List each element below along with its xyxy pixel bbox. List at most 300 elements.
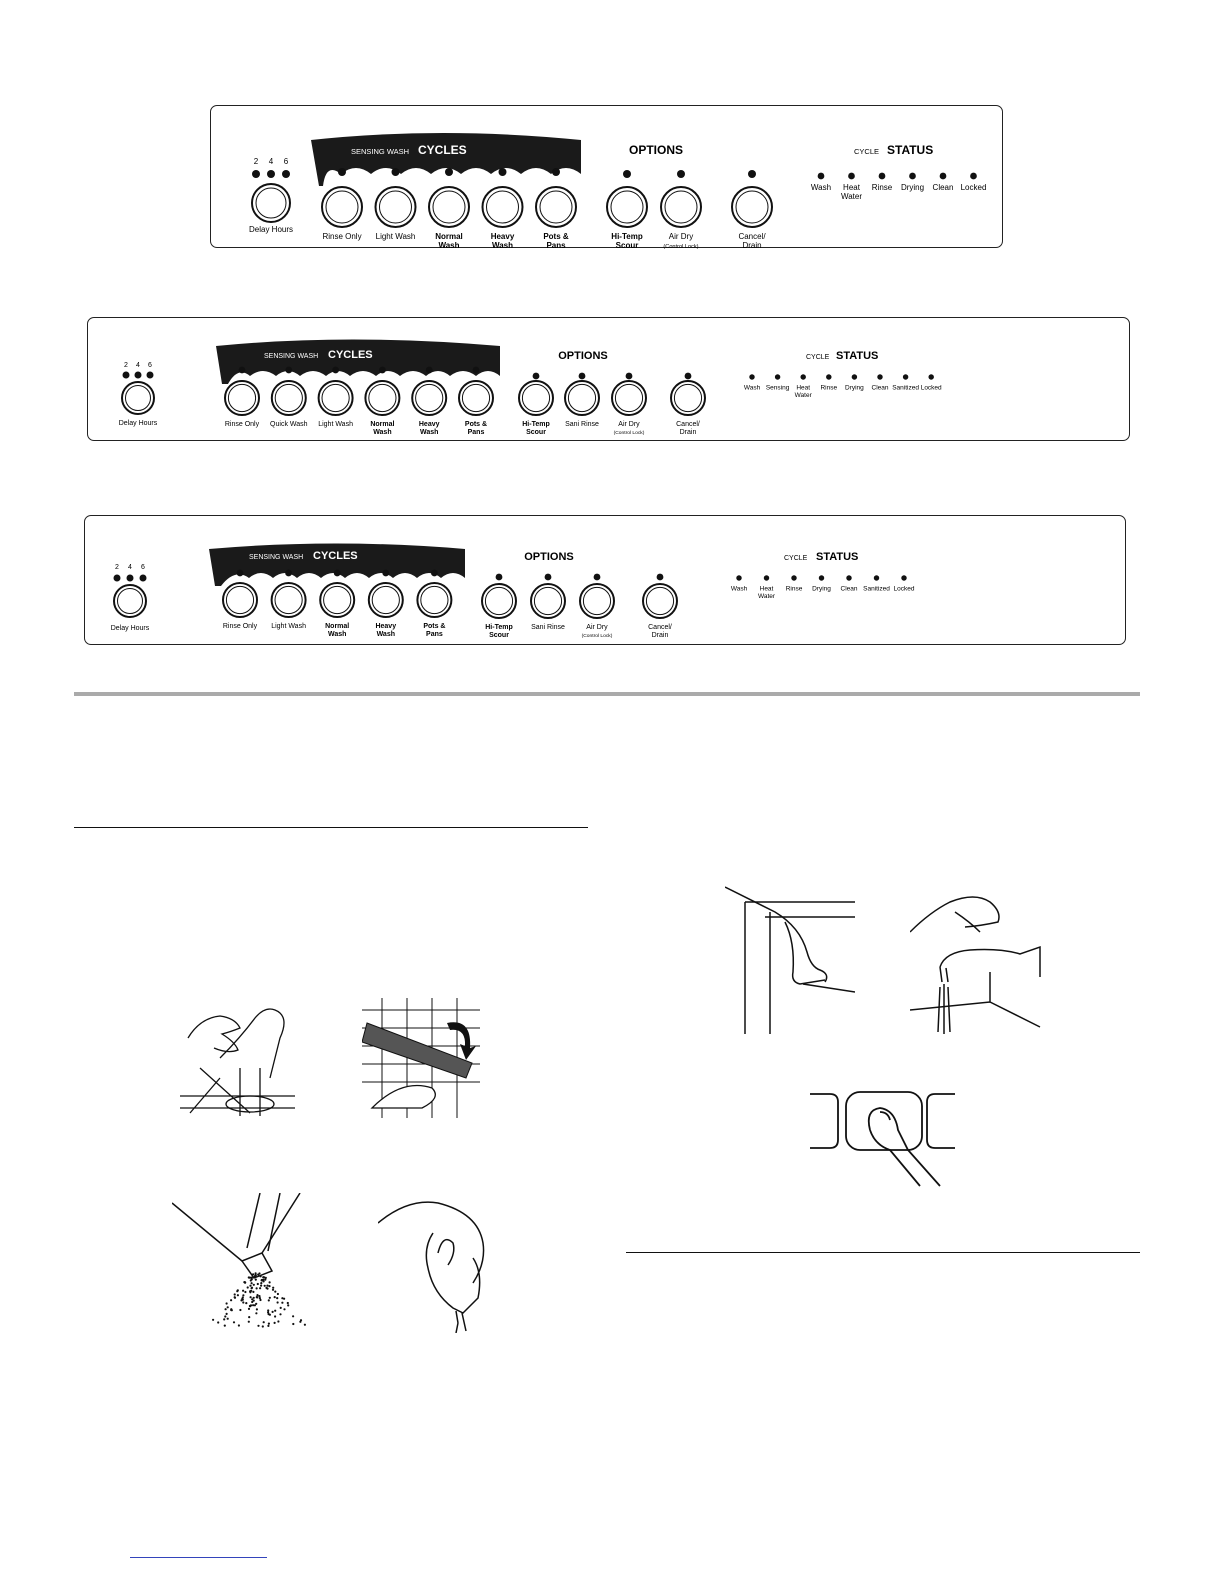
hand-under-faucet-icon: [910, 892, 1045, 1034]
option-air-dry-label: (Control Lock): [663, 244, 699, 249]
powder-dot: [238, 1324, 240, 1326]
cycle-normal-wash-label: Normal: [325, 623, 350, 630]
powder-dot: [292, 1315, 294, 1317]
option-air-dry-button[interactable]: [580, 584, 614, 618]
status-label-drying: Drying: [900, 183, 925, 192]
cycle-pots-pans-label: Pots &: [543, 232, 569, 241]
cancel-drain-label: Drain: [742, 241, 762, 249]
cycle-light-wash-led: [392, 168, 400, 176]
cycle-normal-wash-led: [379, 367, 386, 374]
cycle-quick-wash-label: Quick Wash: [270, 421, 308, 428]
cycle-pots-pans-led: [552, 168, 560, 176]
powder-dot: [267, 1311, 269, 1313]
powder-dot: [245, 1302, 247, 1304]
status-led-wash: [818, 173, 825, 180]
powder-dot: [268, 1299, 270, 1301]
cycle-rinse-only-label: Rinse Only: [224, 421, 260, 428]
status-label-sanitized: Sanitized: [892, 384, 919, 392]
status-led-locked: [970, 173, 977, 180]
delay-hour-4: 4: [268, 157, 274, 166]
delay-hour-2: 2: [253, 157, 259, 166]
option-hi-temp-led: [623, 170, 631, 178]
delay-led-6: [282, 170, 290, 178]
control-panel-3: [84, 515, 1126, 645]
delay-led-4: [127, 575, 134, 582]
powder-dot: [256, 1296, 258, 1298]
cycle-pots-pans-button[interactable]: [459, 381, 493, 415]
status-label-wash: Wash: [730, 585, 748, 593]
option-air-dry-label: (Control Lock): [613, 431, 645, 436]
option-air-dry-button[interactable]: [612, 381, 646, 415]
powder-dot: [233, 1321, 235, 1323]
delay-led-6: [147, 372, 154, 379]
cancel-drain-led: [748, 170, 756, 178]
status-label-heat-water: Water: [794, 392, 812, 399]
cycle-pots-pans-button[interactable]: [417, 583, 451, 617]
cycle-rinse-only-led: [338, 168, 346, 176]
powder-dot: [239, 1309, 241, 1311]
status-label-sanitized: Sanitized: [863, 585, 890, 593]
powder-dot: [242, 1290, 244, 1292]
powder-dot: [251, 1282, 253, 1284]
option-buttons: [482, 574, 677, 639]
cycle-light-wash-led: [285, 570, 292, 577]
powder-dot: [259, 1287, 261, 1289]
powder-dot: [249, 1290, 251, 1292]
powder-dot: [266, 1285, 268, 1287]
option-hi-temp-button[interactable]: [519, 381, 553, 415]
delay-led-4: [267, 170, 275, 178]
powder-dot: [255, 1279, 257, 1281]
cycle-buttons: [322, 168, 576, 249]
powder-dot: [263, 1321, 265, 1323]
powder-dot: [254, 1304, 256, 1306]
panel-3-svg: [85, 516, 1127, 646]
status-label-drying: Drying: [812, 585, 831, 593]
cycle-heavy-wash-button[interactable]: [412, 381, 446, 415]
option-air-dry-led: [677, 170, 685, 178]
footer-link-underline: [130, 1557, 267, 1558]
cancel-drain-label: Cancel/: [648, 624, 672, 631]
option-sani-rinse-label: Sani Rinse: [565, 421, 599, 428]
powder-dot: [225, 1308, 227, 1310]
status-led-heat-water: [800, 374, 805, 379]
cycle-rinse-only-label: Rinse Only: [222, 623, 258, 630]
cancel-drain-led: [685, 373, 692, 380]
delay-led-4: [135, 372, 142, 379]
powder-dot: [287, 1302, 289, 1304]
control-panel-2: [87, 317, 1130, 441]
option-hi-temp-led: [496, 574, 503, 581]
powder-dot: [267, 1309, 269, 1311]
cycle-rinse-only-led: [239, 367, 246, 374]
cycle-heavy-wash-led: [499, 168, 507, 176]
powder-dot: [234, 1293, 236, 1295]
panel-1-svg: [211, 106, 1004, 249]
right-heading-rule: [626, 1252, 1140, 1253]
liquid-detergent-bottle-icon: [378, 1193, 490, 1333]
powder-dot: [243, 1281, 245, 1283]
status-led-locked: [928, 374, 933, 379]
option-hi-temp-button[interactable]: [482, 584, 516, 618]
powder-dot: [287, 1304, 289, 1306]
cancel-drain-button[interactable]: [643, 584, 677, 618]
powder-dot: [237, 1294, 239, 1296]
status-label-heat-water: Heat: [759, 585, 774, 593]
cycle-heavy-wash-button[interactable]: [483, 187, 523, 227]
status-led-rinse: [826, 374, 831, 379]
powder-dot: [281, 1302, 283, 1304]
cycle-status: [731, 575, 915, 600]
powder-dot: [274, 1291, 276, 1293]
status-label-heat-water: Water: [840, 192, 863, 201]
option-air-dry-label: Air Dry: [668, 232, 694, 241]
cycle-heavy-wash-label: Heavy: [418, 421, 440, 428]
status-label-rinse: Rinse: [871, 183, 893, 192]
status-led-clean: [877, 374, 882, 379]
cycle-normal-wash-label: Wash: [438, 241, 460, 249]
powder-dot: [277, 1320, 279, 1322]
status-title-small: CYCLE: [854, 147, 880, 156]
powder-dot: [260, 1275, 262, 1277]
status-led-rinse: [791, 575, 796, 580]
delay-hour-4: 4: [128, 564, 132, 571]
cycle-quick-wash-led: [285, 367, 292, 374]
option-hi-temp-label: Scour: [489, 632, 509, 639]
options-title: OPTIONS: [628, 143, 684, 157]
powder-dot: [304, 1324, 306, 1326]
powder-dot: [283, 1308, 285, 1310]
cycle-normal-wash-led: [445, 168, 453, 176]
options-title: OPTIONS: [558, 350, 608, 362]
powder-dot: [252, 1291, 254, 1293]
powder-dot: [244, 1291, 246, 1293]
powder-dot: [260, 1285, 262, 1287]
delay-hour-6: 6: [283, 157, 289, 166]
powder-dot: [226, 1302, 228, 1304]
powder-dot: [269, 1297, 271, 1299]
cycles-banner: [216, 340, 500, 385]
delay-group: [249, 157, 293, 234]
cancel-drain-button[interactable]: [732, 187, 772, 227]
cycle-pots-pans-label: Pots &: [423, 623, 446, 630]
option-hi-temp-label: Hi-Temp: [485, 624, 513, 631]
cycle-heavy-wash-led: [382, 570, 389, 577]
status-led-wash: [736, 575, 741, 580]
powder-dot: [248, 1316, 250, 1318]
status-label-locked: Locked: [960, 183, 987, 192]
powder-dot: [236, 1290, 238, 1292]
delay-hours-button[interactable]: [122, 382, 154, 414]
powder-dot: [265, 1287, 267, 1289]
status-label-drying: Drying: [845, 384, 864, 392]
powder-dot: [272, 1311, 274, 1313]
powder-dot: [226, 1313, 228, 1315]
spray-arm-rotate-icon: [362, 998, 480, 1118]
powder-dot: [227, 1306, 229, 1308]
cycle-pots-pans-label: Pans: [546, 241, 566, 249]
powder-dot: [262, 1325, 264, 1327]
powder-dot: [224, 1315, 226, 1317]
cycles-title-small: SENSING WASH: [249, 554, 304, 561]
cycle-light-wash-button[interactable]: [272, 583, 306, 617]
delay-hour-6: 6: [141, 564, 145, 571]
status-title-small: CYCLE: [784, 555, 808, 562]
cycle-status: [811, 173, 986, 201]
option-hi-temp-label: Scour: [526, 429, 546, 436]
option-air-dry-led: [594, 574, 601, 581]
powder-dot: [253, 1284, 255, 1286]
status-title-big: STATUS: [816, 551, 859, 563]
cycles-title-small: SENSING WASH: [264, 353, 319, 360]
left-heading-rule: [74, 827, 588, 828]
section-divider: [74, 692, 1140, 696]
status-led-heat-water: [848, 173, 855, 180]
hand-on-door-icon: [725, 882, 855, 1034]
status-label-locked: Locked: [893, 585, 915, 593]
powder-dot: [274, 1322, 276, 1324]
cycles-title-big: CYCLES: [418, 143, 467, 157]
delay-hours-button[interactable]: [114, 585, 146, 617]
cycle-buttons: [225, 367, 493, 436]
powder-dot: [257, 1274, 259, 1276]
cycle-heavy-wash-label: Wash: [491, 241, 514, 249]
cycle-pots-pans-button[interactable]: [536, 187, 576, 227]
finger-press-button-icon: [810, 1090, 955, 1188]
powder-dot: [258, 1295, 260, 1297]
status-label-clean: Clean: [871, 384, 889, 392]
cycle-rinse-only-button[interactable]: [322, 187, 362, 227]
powder-dot: [252, 1273, 254, 1275]
powder-dot: [277, 1293, 279, 1295]
status-title-small: CYCLE: [806, 354, 830, 361]
cycle-normal-wash-button[interactable]: [320, 583, 354, 617]
status-led-drying: [819, 575, 824, 580]
powder-dot: [257, 1283, 259, 1285]
delay-led-2: [123, 372, 130, 379]
powder-dot: [248, 1308, 250, 1310]
powder-dot: [255, 1312, 257, 1314]
powder-dot: [247, 1286, 249, 1288]
cycle-light-wash-label: Light Wash: [271, 623, 306, 630]
powder-dot: [274, 1296, 276, 1298]
cycle-quick-wash-button[interactable]: [272, 381, 306, 415]
cancel-drain-label: Drain: [679, 429, 697, 436]
status-label-heat-water: Heat: [843, 183, 860, 192]
powder-dot: [267, 1325, 269, 1327]
powder-dot: [264, 1285, 266, 1287]
powder-dot: [259, 1299, 261, 1301]
status-led-clean: [846, 575, 851, 580]
cycle-heavy-wash-label: Heavy: [375, 623, 397, 630]
status-label-heat-water: Heat: [796, 384, 811, 392]
cancel-drain-label: Cancel/: [738, 232, 766, 241]
powder-dot: [224, 1325, 226, 1327]
powder-dot: [268, 1323, 270, 1325]
option-hi-temp-label: Scour: [615, 241, 639, 249]
powder-dot: [256, 1294, 258, 1296]
status-led-sanitized: [903, 374, 908, 379]
powder-dot: [242, 1299, 244, 1301]
cycle-normal-wash-led: [334, 570, 341, 577]
cycle-rinse-only-label: Rinse Only: [322, 232, 362, 241]
cycle-light-wash-led: [332, 367, 339, 374]
cycle-normal-wash-label: Normal: [370, 421, 395, 428]
cycle-rinse-only-button[interactable]: [223, 583, 257, 617]
option-buttons: [607, 170, 772, 249]
powder-dot: [262, 1276, 264, 1278]
option-air-dry-label: Air Dry: [618, 421, 640, 428]
options-title: OPTIONS: [524, 551, 574, 563]
status-label-clean: Clean: [932, 183, 954, 192]
powder-dot: [212, 1319, 214, 1321]
option-sani-rinse-button[interactable]: [565, 381, 599, 415]
powder-dot: [292, 1323, 294, 1325]
status-label-wash: Wash: [810, 183, 832, 192]
powder-dot: [268, 1285, 270, 1287]
option-buttons: [519, 373, 705, 436]
option-sani-rinse-led: [545, 574, 552, 581]
status-led-rinse: [879, 173, 886, 180]
cycles-title-small: SENSING WASH: [351, 147, 410, 156]
powder-dot: [230, 1299, 232, 1301]
status-led-drying: [852, 374, 857, 379]
powder-dot: [249, 1285, 251, 1287]
powder-dot: [272, 1287, 274, 1289]
powder-dot: [280, 1307, 282, 1309]
cycle-normal-wash-label: Wash: [373, 429, 392, 436]
cycle-light-wash-label: Light Wash: [318, 421, 353, 428]
delay-led-2: [114, 575, 121, 582]
option-sani-rinse-button[interactable]: [531, 584, 565, 618]
powder-dot: [283, 1298, 285, 1300]
option-hi-temp-button[interactable]: [607, 187, 647, 227]
powder-dot: [299, 1321, 301, 1323]
status-label-rinse: Rinse: [785, 585, 803, 593]
powder-dot: [260, 1282, 262, 1284]
powder-dot: [253, 1300, 255, 1302]
status-title-big: STATUS: [836, 350, 879, 362]
powder-dot: [279, 1313, 281, 1315]
status-led-locked: [901, 575, 906, 580]
cycle-light-wash-button[interactable]: [319, 381, 353, 415]
powder-dot: [231, 1309, 233, 1311]
powder-dot: [223, 1318, 225, 1320]
cycle-normal-wash-button[interactable]: [365, 381, 399, 415]
cycle-rinse-only-led: [237, 570, 244, 577]
option-air-dry-label: Air Dry: [586, 624, 608, 631]
option-air-dry-label: (Control Lock): [581, 634, 613, 639]
cycle-light-wash-button[interactable]: [376, 187, 416, 227]
status-led-wash: [749, 374, 754, 379]
powder-dot: [274, 1315, 276, 1317]
delay-hours-label: Delay Hours: [110, 625, 150, 632]
cycle-heavy-wash-label: Wash: [376, 631, 396, 638]
powder-dot: [255, 1274, 257, 1276]
option-hi-temp-led: [533, 373, 540, 380]
powder-dot: [250, 1279, 252, 1281]
cycle-buttons: [223, 570, 452, 638]
powder-dot: [276, 1297, 278, 1299]
powder-dot: [242, 1301, 244, 1303]
status-label-rinse: Rinse: [820, 384, 838, 392]
option-air-dry-led: [626, 373, 633, 380]
powder-dot: [277, 1301, 279, 1303]
cycle-rinse-only-button[interactable]: [225, 381, 259, 415]
option-air-dry-button[interactable]: [661, 187, 701, 227]
powder-dot: [264, 1279, 266, 1281]
powder-dot: [251, 1277, 253, 1279]
cycle-heavy-wash-label: Wash: [419, 429, 439, 436]
cycle-pots-pans-led: [473, 367, 480, 374]
cycle-pots-pans-label: Pans: [467, 429, 485, 436]
cycle-status: [744, 374, 942, 399]
cycles-banner: [311, 133, 581, 186]
status-led-sensing: [775, 374, 780, 379]
option-hi-temp-label: Hi-Temp: [522, 421, 550, 428]
cycle-heavy-wash-led: [426, 367, 433, 374]
powder-detergent-pour-icon: [172, 1193, 307, 1331]
delay-hour-2: 2: [115, 564, 119, 571]
panel-2-svg: [88, 318, 1131, 442]
delay-hour-4: 4: [136, 362, 140, 369]
status-led-sanitized: [874, 575, 879, 580]
status-led-clean: [940, 173, 947, 180]
delay-led-6: [140, 575, 147, 582]
powder-dot: [259, 1297, 261, 1299]
status-label-wash: Wash: [743, 384, 761, 392]
cycle-heavy-wash-button[interactable]: [369, 583, 403, 617]
status-label-clean: Clean: [840, 585, 858, 593]
cycles-title-big: CYCLES: [313, 550, 358, 562]
cycle-pots-pans-label: Pots &: [464, 421, 488, 428]
status-label-heat-water: Water: [757, 593, 776, 600]
delay-hours-label: Delay Hours: [118, 420, 158, 427]
status-led-heat-water: [764, 575, 769, 580]
control-panel-1: [210, 105, 1003, 248]
option-sani-rinse-led: [579, 373, 586, 380]
delay-hour-6: 6: [148, 362, 152, 369]
powder-dot: [257, 1325, 259, 1327]
status-label-locked: Locked: [920, 384, 942, 392]
cancel-drain-label: Cancel/: [676, 421, 700, 428]
powder-dot: [217, 1321, 219, 1323]
powder-dot: [261, 1279, 263, 1281]
cancel-drain-label: Drain: [651, 632, 669, 639]
status-title-big: STATUS: [887, 143, 934, 157]
powder-particles: [212, 1272, 306, 1327]
powder-dot: [242, 1294, 244, 1296]
powder-dot: [274, 1310, 276, 1312]
hands-loading-rack-icon: [180, 998, 295, 1118]
cycle-heavy-wash-label: Heavy: [490, 232, 515, 241]
cycles-title-big: CYCLES: [328, 349, 373, 361]
option-hi-temp-label: Hi-Temp: [611, 232, 643, 241]
cancel-drain-button[interactable]: [671, 381, 705, 415]
cycle-pots-pans-led: [431, 570, 438, 577]
cycle-pots-pans-label: Pans: [426, 631, 443, 638]
cycle-normal-wash-label: Normal: [435, 232, 463, 241]
delay-hours-button[interactable]: [252, 184, 290, 222]
cycle-normal-wash-button[interactable]: [429, 187, 469, 227]
status-label-sensing: Sensing: [765, 384, 790, 392]
powder-dot: [250, 1296, 252, 1298]
delay-hours-label: Delay Hours: [248, 225, 294, 234]
powder-dot: [227, 1318, 229, 1320]
powder-dot: [272, 1289, 274, 1291]
powder-dot: [234, 1296, 236, 1298]
powder-dot: [251, 1287, 253, 1289]
